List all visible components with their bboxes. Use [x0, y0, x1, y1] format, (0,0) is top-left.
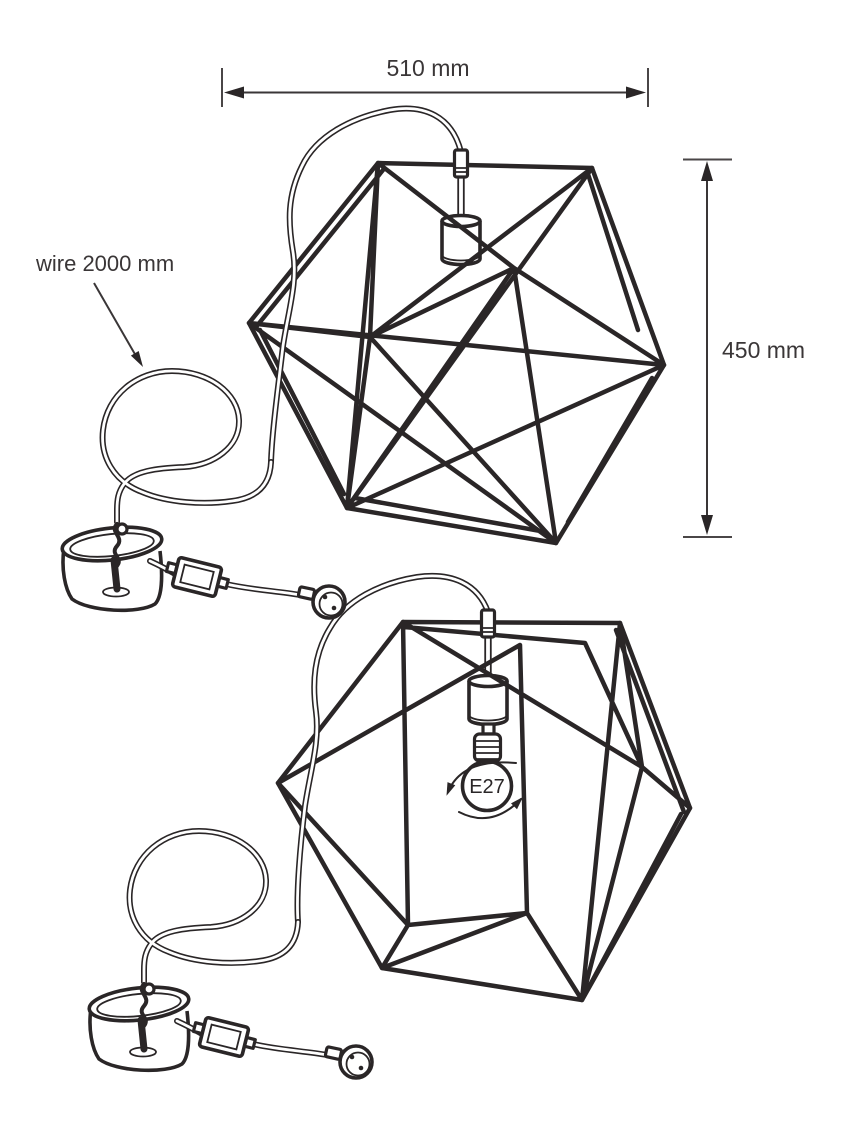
height-dimension-label: 450 mm	[722, 337, 806, 363]
canopy-assembly-bottom	[88, 831, 372, 1078]
width-dimension-label: 510 mm	[386, 55, 470, 81]
arrowhead-down-icon	[701, 515, 713, 535]
wire-length-callout	[35, 251, 174, 367]
top-lamp-drawing	[249, 109, 664, 543]
arrowhead-up-icon	[701, 161, 713, 181]
arrowhead-callout-icon	[131, 351, 143, 367]
cord-ferrule	[455, 150, 468, 177]
dimension-height	[683, 160, 805, 538]
cord-ferrule	[482, 610, 495, 637]
wire-length-label: wire 2000 mm	[36, 251, 175, 276]
light-bulb	[447, 724, 524, 818]
arrowhead-right-icon	[626, 87, 646, 99]
rotate-arrowhead-left-icon	[447, 782, 456, 796]
bottom-lamp-drawing	[278, 576, 690, 1000]
wire-callout-line	[94, 283, 136, 356]
dimension-width	[222, 55, 648, 107]
arrowhead-left-icon	[224, 87, 244, 99]
socket-type-label: E27	[469, 776, 505, 798]
